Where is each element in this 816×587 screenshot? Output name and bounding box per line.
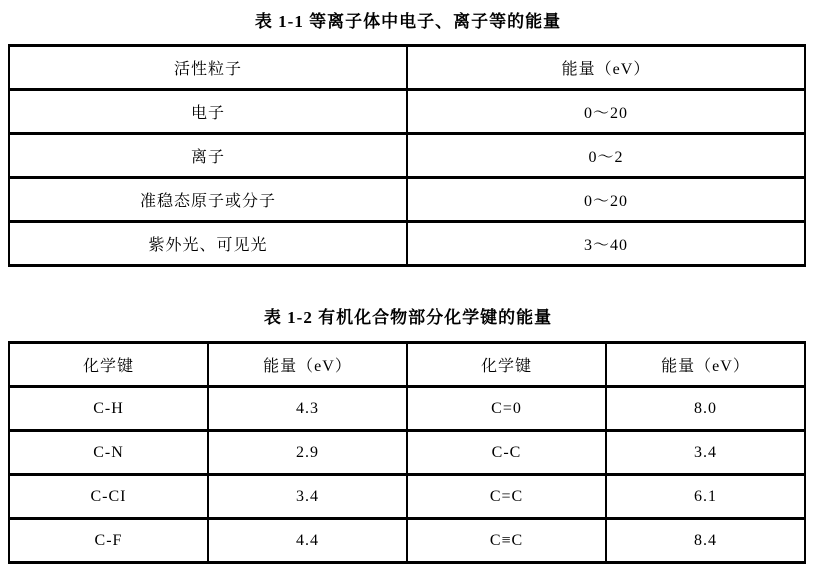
t1-header-particle: 活性粒子 xyxy=(9,46,407,90)
bond-cell: C-F xyxy=(9,519,208,563)
particle-cell: 电子 xyxy=(9,90,407,134)
bond-cell: C≡C xyxy=(407,519,606,563)
energy-value-cell: 3.4 xyxy=(208,475,407,519)
energy-cell: 3～40 xyxy=(407,222,805,266)
t2-header-energy-right: 能量（eV） xyxy=(606,343,805,387)
table-row xyxy=(9,387,805,431)
energy-value-cell: 6.1 xyxy=(606,475,805,519)
t1-header-energy: 能量（eV） xyxy=(407,46,805,90)
table-row xyxy=(9,134,805,178)
t2-header-energy-left: 能量（eV） xyxy=(208,343,407,387)
chemical-bond-energy-table xyxy=(8,341,806,564)
energy-value-cell: 2.9 xyxy=(208,431,407,475)
bond-cell: C-CI xyxy=(9,475,208,519)
energy-cell: 0～20 xyxy=(407,90,805,134)
t2-header-bond-right: 化学键 xyxy=(407,343,606,387)
bond-cell: C=C xyxy=(407,475,606,519)
energy-value-cell: 8.4 xyxy=(606,519,805,563)
table-row xyxy=(9,178,805,222)
table-row xyxy=(9,90,805,134)
plasma-energy-table xyxy=(8,44,806,267)
bond-cell: C-N xyxy=(9,431,208,475)
table2-title: 表 1-2 有机化合物部分化学键的能量 xyxy=(263,308,553,327)
table1-title: 表 1-1 等离子体中电子、离子等的能量 xyxy=(254,12,562,31)
particle-cell: 紫外光、可见光 xyxy=(9,222,407,266)
particle-cell: 离子 xyxy=(9,134,407,178)
table-row xyxy=(9,475,805,519)
bond-cell: C-H xyxy=(9,387,208,431)
energy-value-cell: 4.4 xyxy=(208,519,407,563)
table-row xyxy=(9,431,805,475)
particle-cell: 准稳态原子或分子 xyxy=(9,178,407,222)
energy-cell: 0～20 xyxy=(407,178,805,222)
t2-header-bond-left: 化学键 xyxy=(9,343,208,387)
energy-value-cell: 3.4 xyxy=(606,431,805,475)
bond-cell: C=0 xyxy=(407,387,606,431)
energy-value-cell: 8.0 xyxy=(606,387,805,431)
table-row xyxy=(9,222,805,266)
bond-cell: C-C xyxy=(407,431,606,475)
energy-cell: 0～2 xyxy=(407,134,805,178)
energy-value-cell: 4.3 xyxy=(208,387,407,431)
table2-header-row xyxy=(9,343,805,387)
table1-header-row xyxy=(9,46,805,90)
table-row xyxy=(9,519,805,563)
